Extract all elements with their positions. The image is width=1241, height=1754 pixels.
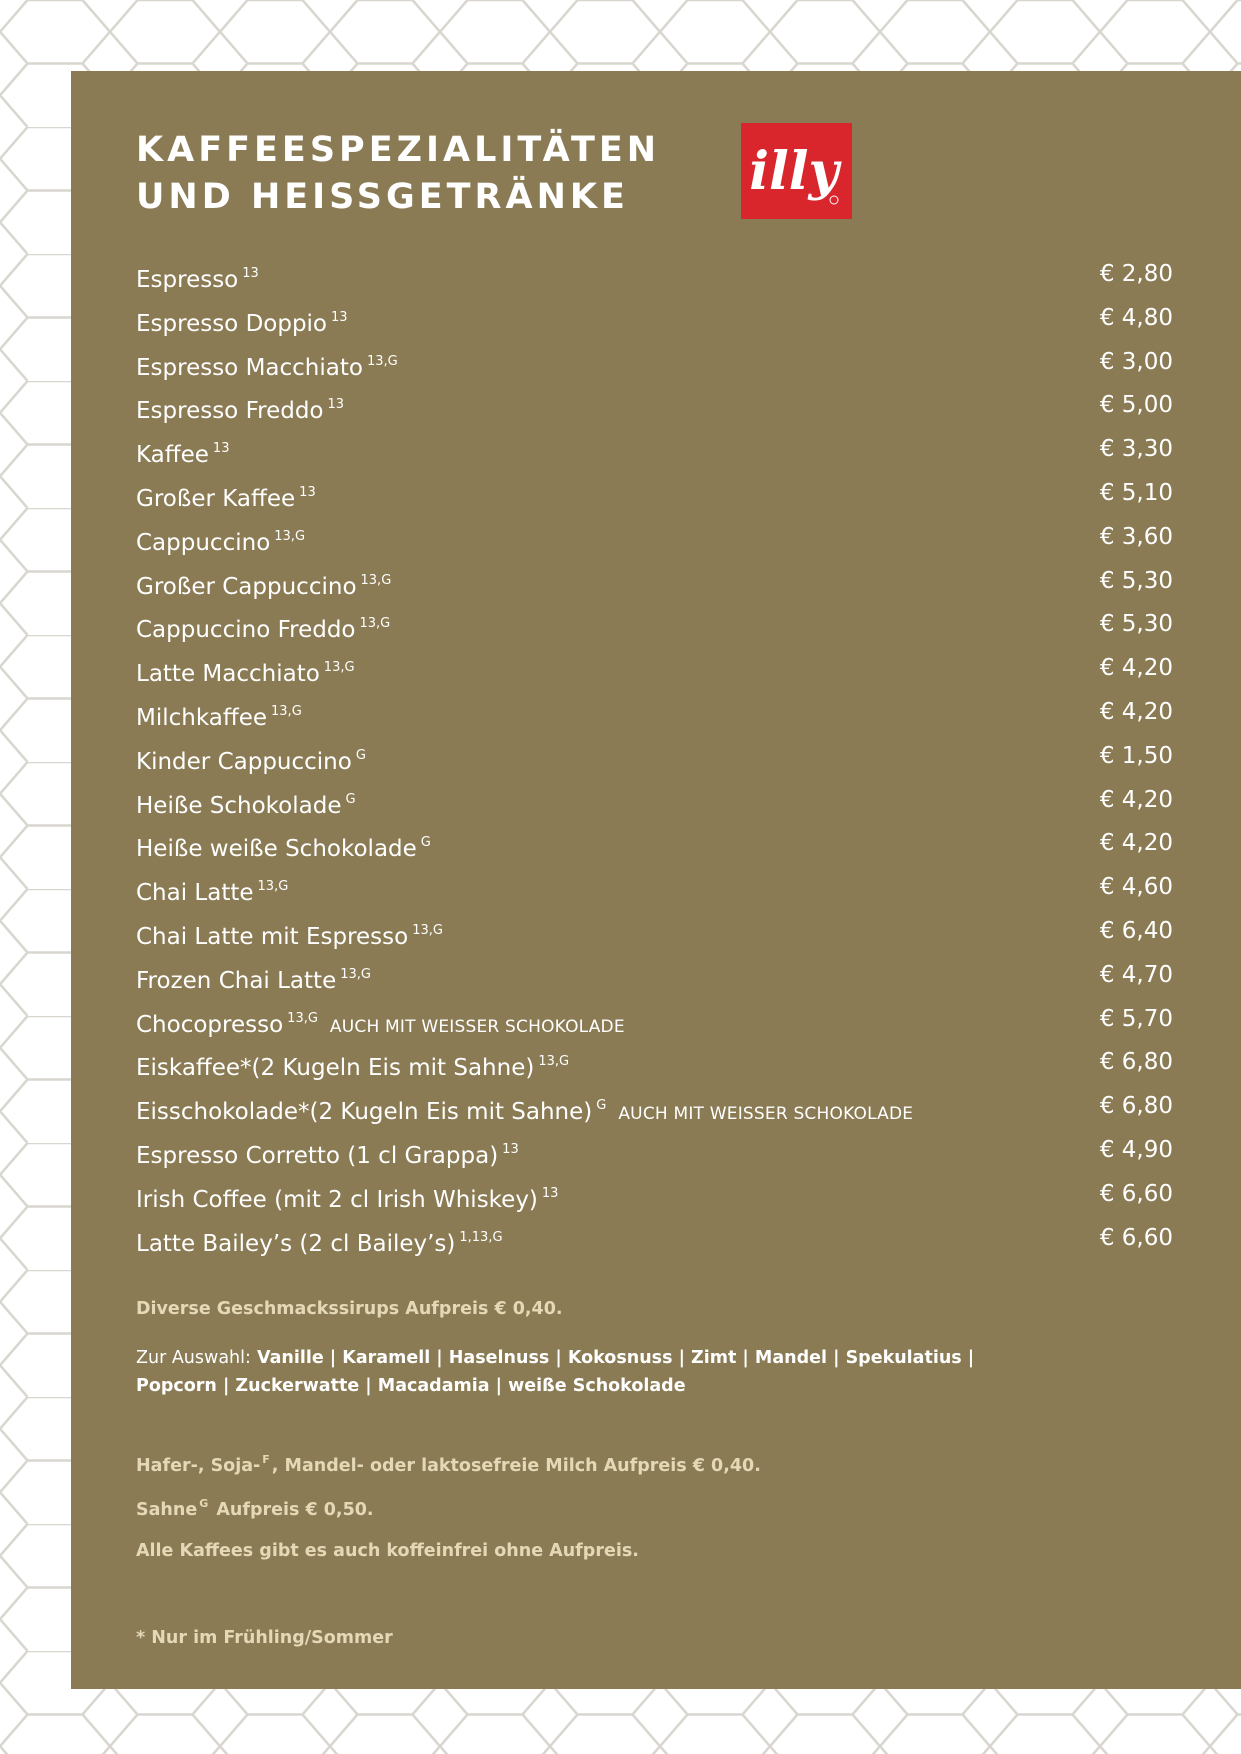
menu-item: [136, 303, 1173, 347]
menu-item-allergen-codes: 13,G: [412, 922, 443, 938]
menu-item-line: [136, 478, 316, 514]
menu-item-name: Kaffee: [136, 442, 209, 469]
seasonal-footnote: * Nur im Frühling/Sommer: [136, 1628, 393, 1648]
menu-item: [136, 785, 1173, 829]
menu-item-allergen-codes: 13,G: [340, 966, 371, 982]
cream-note-part-1: Sahne: [136, 1500, 198, 1520]
menu-item: [136, 478, 1173, 522]
menu-item-price: € 5,30: [1099, 567, 1173, 594]
menu-item-price: € 4,20: [1099, 830, 1173, 857]
menu-item-name: Chocopresso: [136, 1011, 284, 1038]
syrup-note: Diverse Geschmackssirups Aufpreis € 0,40.: [136, 1299, 563, 1319]
menu-item: [136, 697, 1173, 741]
menu-item-price: € 2,80: [1099, 261, 1173, 287]
menu-item: [136, 259, 1173, 303]
menu-item-price: € 4,20: [1099, 655, 1173, 682]
menu-item-price: € 4,20: [1099, 698, 1173, 725]
menu-item-line: [136, 522, 305, 558]
menu-item-price: € 6,40: [1099, 917, 1173, 944]
title-line-2: UND HEISSGETRÄNKE: [136, 177, 629, 217]
menu-item-allergen-codes: 13: [327, 397, 345, 413]
menu-item-name: Espresso Freddo: [136, 398, 324, 425]
menu-item-line: [136, 1223, 503, 1259]
menu-item: [136, 609, 1173, 653]
menu-item: [136, 741, 1173, 785]
menu-item-line: [136, 785, 356, 821]
menu-item-allergen-codes: G: [596, 1098, 607, 1114]
menu-item-name: Großer Cappuccino: [136, 573, 357, 600]
menu-item-name: Cappuccino Freddo: [136, 617, 356, 644]
menu-item-line: [136, 697, 302, 733]
menu-item-allergen-codes: 13,G: [257, 879, 289, 895]
menu-item-allergen-codes: 13: [331, 309, 348, 325]
menu-item: [136, 566, 1173, 610]
menu-item-name: Irish Coffee (mit 2 cl Irish Whiskey): [136, 1186, 538, 1213]
menu-item-name: Kinder Cappuccino: [136, 748, 352, 775]
menu-item-line: [136, 609, 390, 645]
menu-item-name: Latte Bailey’s (2 cl Bailey’s): [136, 1230, 456, 1257]
logo-text: illy: [749, 141, 839, 202]
menu-item-line: [136, 960, 371, 996]
menu-item-line: [136, 390, 344, 426]
menu-item-price: € 4,80: [1099, 304, 1173, 331]
milk-note-sup: F: [262, 1453, 270, 1466]
menu-item-name: Heiße Schokolade: [136, 792, 342, 819]
menu-item-line: [136, 1179, 558, 1215]
menu-item: [136, 1223, 1173, 1267]
syrup-choices: [136, 1344, 974, 1400]
menu-item-name: Heiße weiße Schokolade: [136, 836, 417, 863]
menu-item-price: € 4,90: [1099, 1136, 1173, 1163]
menu-item-line: [136, 916, 443, 952]
menu-item-line: [136, 566, 391, 602]
menu-item: [136, 828, 1173, 872]
choice-label: Zur Auswahl:: [136, 1348, 251, 1368]
menu-item-name: Espresso Macchiato: [136, 354, 363, 381]
menu-item-line: [136, 347, 398, 383]
menu-item-line: [136, 1091, 913, 1129]
menu-list: [136, 259, 1173, 1266]
menu-item-name: Frozen Chai Latte: [136, 967, 337, 994]
menu-item-price: € 5,30: [1099, 611, 1173, 638]
menu-item-allergen-codes: 13: [299, 484, 316, 500]
menu-item-price: € 6,60: [1099, 1180, 1173, 1207]
menu-item-name: Espresso Corretto (1 cl Grappa): [136, 1142, 499, 1169]
menu-item-price: € 3,30: [1099, 436, 1173, 463]
page-title: [136, 127, 660, 221]
menu-item: [136, 960, 1173, 1004]
menu-item-allergen-codes: 13,G: [287, 1010, 318, 1026]
menu-item-name: Eiskaffee*(2 Kugeln Eis mit Sahne): [136, 1055, 535, 1082]
menu-item-allergen-codes: 13,G: [271, 703, 302, 719]
menu-item: [136, 916, 1173, 960]
choice-line-1: Vanille | Karamell | Haselnuss | Kokosnuss | Zimt | Mandel | Spekulatius |: [257, 1348, 975, 1368]
menu-item-price: € 6,60: [1099, 1224, 1173, 1251]
milk-note-part-2: , Mandel- oder laktosefreie Milch Aufpreis € 0,40.: [271, 1456, 761, 1476]
menu-item: [136, 1004, 1173, 1048]
menu-item-line: [136, 872, 288, 908]
menu-item-allergen-codes: 13,G: [366, 353, 398, 369]
menu-item-line: [136, 1004, 625, 1042]
menu-item-price: € 5,70: [1099, 1005, 1173, 1032]
menu-item-price: € 4,70: [1099, 961, 1173, 988]
menu-item-name: Latte Macchiato: [136, 661, 320, 688]
menu-item-allergen-codes: 13: [502, 1141, 519, 1157]
cream-note-part-2: Aufpreis € 0,50.: [216, 1500, 374, 1520]
menu-item: [136, 522, 1173, 566]
menu-item: [136, 347, 1173, 391]
menu-item-allergen-codes: G: [355, 747, 366, 763]
menu-item-allergen-codes: 13: [212, 441, 230, 457]
menu-item-line: [136, 653, 355, 689]
menu-item-line: [136, 259, 259, 295]
menu-item: [136, 390, 1173, 434]
menu-item-name: Milchkaffee: [136, 704, 268, 731]
menu-item-price: € 4,60: [1099, 874, 1173, 901]
menu-item-name: Chai Latte mit Espresso: [136, 923, 409, 950]
menu-item-line: [136, 303, 348, 339]
menu-item-price: € 3,60: [1099, 523, 1173, 550]
menu-item-allergen-codes: G: [345, 791, 356, 807]
cream-note: [136, 1497, 374, 1520]
decaf-note: Alle Kaffees gibt es auch koffeinfrei ohne Aufpreis.: [136, 1541, 639, 1561]
menu-item-allergen-codes: 13: [242, 266, 259, 281]
menu-item-allergen-codes: 13,G: [274, 528, 306, 544]
menu-item-line: [136, 741, 366, 777]
menu-item-allergen-codes: 13,G: [323, 660, 355, 676]
menu-item-allergen-codes: 1,13,G: [459, 1229, 503, 1245]
menu-item: [136, 1179, 1173, 1223]
menu-item: [136, 653, 1173, 697]
menu-item-name: Espresso Doppio: [136, 310, 328, 337]
menu-item-allergen-codes: G: [420, 835, 431, 851]
menu-item-price: € 3,00: [1099, 348, 1173, 375]
cream-note-sup: G: [199, 1497, 209, 1510]
milk-note-part-1: Hafer-, Soja-: [136, 1456, 261, 1476]
menu-item-price: € 1,50: [1099, 742, 1173, 769]
menu-item-name: Cappuccino: [136, 529, 271, 556]
menu-item-price: € 6,80: [1099, 1093, 1173, 1120]
menu-item-price: € 5,10: [1099, 479, 1173, 506]
menu-item: [136, 1091, 1173, 1135]
menu-item: [136, 872, 1173, 916]
menu-item-line: [136, 1135, 519, 1171]
menu-item-allergen-codes: 13: [541, 1185, 559, 1201]
menu-item-name: Espresso: [136, 267, 239, 293]
menu-item-note: AUCH MIT WEISSER SCHOKOLADE: [618, 1104, 914, 1125]
menu-panel: [71, 71, 1241, 1689]
menu-item: [136, 1047, 1173, 1091]
title-line-1: KAFFEESPEZIALITÄTEN: [136, 130, 661, 170]
menu-item-allergen-codes: 13,G: [359, 616, 391, 632]
menu-item-name: Eisschokolade*(2 Kugeln Eis mit Sahne): [136, 1099, 593, 1126]
menu-item-price: € 5,00: [1099, 392, 1173, 419]
menu-item-price: € 4,20: [1099, 786, 1173, 813]
choice-line-2: Popcorn | Zuckerwatte | Macadamia | weiße Schokolade: [136, 1376, 686, 1396]
menu-item-name: Großer Kaffee: [136, 485, 296, 512]
menu-item-price: € 6,80: [1099, 1049, 1173, 1076]
menu-item: [136, 434, 1173, 478]
menu-item-line: [136, 828, 431, 864]
menu-item-name: Chai Latte: [136, 880, 254, 907]
menu-item-allergen-codes: 13,G: [538, 1054, 570, 1070]
menu-item: [136, 1135, 1173, 1179]
menu-item-allergen-codes: 13,G: [360, 572, 392, 588]
menu-item-line: [136, 434, 229, 470]
menu-item-note: AUCH MIT WEISSER SCHOKOLADE: [329, 1016, 625, 1037]
milk-note: [136, 1453, 761, 1476]
illy-logo: [741, 123, 852, 219]
menu-item-line: [136, 1047, 569, 1083]
